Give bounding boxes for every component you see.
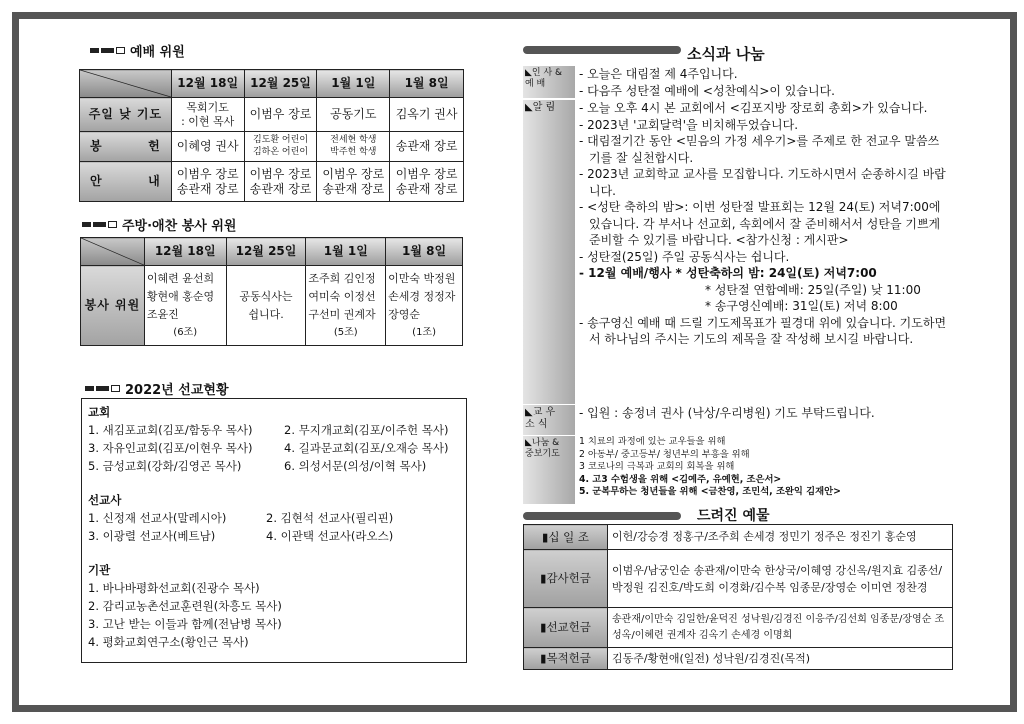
- prayer-item: 5. 군복무하는 청년들을 위해 <금찬영, 조민석, 조완익 김재안>: [579, 486, 841, 497]
- news-section-label: ◣교 우 소 식: [523, 405, 575, 435]
- mission-group-heading: 교회: [88, 405, 111, 419]
- prayer-item: 1 치료의 과정에 있는 교우들을 위해: [579, 436, 726, 447]
- kitchen-cell: 이혜련 윤선희 황현애 홍순영 조윤진 (6조): [144, 266, 226, 346]
- row-label-service: 봉사 위원: [81, 266, 145, 346]
- worship-table: [79, 69, 464, 202]
- worship-cell: 이범우 장로 송관재 장로: [171, 162, 244, 202]
- worship-date-col: 1월 1일: [317, 70, 390, 98]
- table-corner: [80, 70, 172, 98]
- kitchen-date-col: 12월 18일: [144, 238, 226, 266]
- worship-cell: 이혜영 권사: [171, 132, 244, 162]
- list-item: 2. 감리교농촌선교훈련원(차흥도 목사): [88, 599, 282, 613]
- worship-cell: 이범우 장로 송관재 장로: [390, 162, 464, 202]
- title-bullet-icon: [90, 47, 125, 54]
- offering-title-bar: [523, 512, 681, 520]
- news-section-label: ◣알 림: [523, 100, 575, 404]
- kitchen-cell: 이만숙 박정원 손세경 정정자 장영순 (1조): [386, 266, 463, 346]
- news-section: [523, 436, 947, 505]
- row-label-usher: 안 내: [80, 162, 172, 202]
- news-item: - 12월 예배/행사 * 성탄축하의 밤: 24일(토) 저녁7:00: [579, 266, 877, 280]
- news-section: [523, 405, 947, 436]
- list-item: 3. 이광렬 선교사(베트남) 4. 이관택 선교사(라오스): [88, 529, 394, 543]
- news-item: * 송구영신예배: 31일(토) 저녁 8:00: [705, 299, 898, 313]
- list-item: 3. 자유인교회(김포/이현우 목사) 4. 길과문교회(김포/오재승 목사): [88, 441, 449, 455]
- mission-section-title: [85, 379, 229, 398]
- kitchen-table: [80, 237, 463, 346]
- worship-cell: 송관재 장로: [390, 132, 464, 162]
- news-list: [523, 66, 947, 505]
- kitchen-cell: 공동식사는 쉽니다.: [226, 266, 306, 346]
- kitchen-cell: 조주희 김인정 여미숙 이정선 구선미 권계자 (5조): [306, 266, 386, 346]
- news-section-label: ◣나눔 & 중보기도: [523, 436, 575, 504]
- title-bullet-icon: [82, 221, 117, 228]
- mission-title-text: 2022년 선교현황: [125, 383, 229, 398]
- news-item: * 성탄절 연합예배: 25일(주일) 낮 11:00: [705, 282, 921, 297]
- offering-names: 이헌/강승경 정홍구/조주희 손세경 정민기 정주은 정진기 홍순영: [608, 525, 953, 550]
- news-section-label: ◣인 사 & 예 배: [523, 66, 575, 98]
- list-item: 5. 금성교회(강화/김영곤 목사) 6. 의성서문(의성/이혁 목사): [88, 459, 427, 473]
- worship-cell: 김도환 어린이 김하온 어린이: [244, 132, 317, 162]
- kitchen-title-text: 주방·애찬 봉사 위원: [122, 219, 237, 234]
- mission-box: [81, 398, 467, 663]
- list-item: 4. 평화교회연구소(황인근 목사): [88, 635, 249, 649]
- news-title: 소식과 나눔: [687, 45, 765, 63]
- news-item: - 오늘 오후 4시 본 교회에서 <김포지방 장로회 총회>가 있습니다.: [579, 101, 928, 115]
- news-section: [523, 100, 947, 405]
- news-item: - <성탄 축하의 밤>: 이번 성탄절 발표회는 12월 24(토) 저녁7:00에 있습니다. 각 부서나 선교회, 속회에서 잘 준비해서서 성탄을 기쁘게 준비할 수 있기를 바랍니다. <참가신청 : 게시판>: [579, 200, 941, 247]
- worship-section-title: [90, 41, 185, 60]
- mission-group-heading: 선교사: [88, 493, 122, 507]
- list-item: 1. 바나바평화선교회(진광수 목사): [88, 581, 260, 595]
- offering-label: ▮선교헌금: [524, 608, 608, 648]
- kitchen-date-col: 12월 25일: [226, 238, 306, 266]
- worship-cell: 김옥기 권사: [390, 98, 464, 132]
- row-label-offering: 봉 헌: [80, 132, 172, 162]
- worship-cell: 이범우 장로 송관재 장로: [317, 162, 390, 202]
- news-item: - 2023년 '교회달력'을 비치해두었습니다.: [579, 117, 799, 132]
- offering-names: 송관재/이만숙 김일한/윤덕진 성낙원/김경진 이응주/김선희 임종문/장영순 조성옥/이혜련 권계자 김옥기 손세경 이명희: [608, 608, 953, 648]
- list-item: 1. 새김포교회(김포/함동우 목사) 2. 무지개교회(김포/이주헌 목사): [88, 423, 449, 437]
- worship-cell: 전세현 학생 박주헌 학생: [317, 132, 390, 162]
- news-item: - 2023년 교회학교 교사를 모집합니다. 기도하시면서 순종하시길 바랍니다.: [579, 167, 946, 198]
- prayer-item: 2 아동부/ 중고등부/ 청년부의 부흥을 위해: [579, 448, 750, 460]
- prayer-item: 4. 고3 수험생을 위해 <김예주, 유예현, 조은서>: [579, 473, 782, 485]
- worship-date-col: 1월 8일: [390, 70, 464, 98]
- title-bullet-icon: [85, 385, 120, 392]
- news-item: - 입원 : 송정녀 권사 (낙상/우리병원) 기도 부탁드립니다.: [579, 406, 875, 420]
- news-item: - 다음주 성탄절 예배에 <성찬예식>이 있습니다.: [579, 83, 835, 98]
- worship-cell: 이범우 장로: [244, 98, 317, 132]
- offering-names: 김동주/황현애(일전) 성낙원/김경진(목적): [608, 648, 953, 670]
- worship-date-col: 12월 25일: [244, 70, 317, 98]
- row-label-prayer: 주일 낮 기도: [80, 98, 172, 132]
- table-corner: [81, 238, 145, 266]
- list-item: 3. 고난 받는 이들과 함께(전남병 목사): [88, 617, 282, 631]
- worship-cell: 공동기도: [317, 98, 390, 132]
- kitchen-date-col: 1월 1일: [306, 238, 386, 266]
- news-item: - 오늘은 대림절 제 4주입니다.: [579, 67, 738, 81]
- news-section: [523, 66, 947, 100]
- worship-cell: 목회기도 : 이현 목사: [171, 98, 244, 132]
- offering-label: ▮감사헌금: [524, 550, 608, 608]
- worship-cell: 이범우 장로 송관재 장로: [244, 162, 317, 202]
- mission-group-heading: 기관: [88, 563, 111, 577]
- offering-title: 드려진 예물: [697, 508, 770, 524]
- offering-label: ▮목적헌금: [524, 648, 608, 670]
- list-item: 1. 신정재 선교사(말레시아) 2. 김현석 선교사(필리핀): [88, 511, 394, 525]
- news-item: - 대림절기간 동안 <믿음의 가정 세우기>를 주제로 한 전교우 말씀쓰기를 잘 실천합시다.: [579, 134, 940, 165]
- offering-names: 이범우/남궁인순 송관재/이만숙 한상국/이혜영 강신옥/원지효 김종선/박정원 김진호/박도희 이경화/김수복 임종문/장영순 이미연 정찬경: [608, 550, 953, 608]
- worship-date-col: 12월 18일: [171, 70, 244, 98]
- worship-title-text: 예배 위원: [130, 45, 185, 60]
- news-title-bar: [523, 46, 681, 54]
- kitchen-section-title: [82, 215, 236, 234]
- offering-table: [523, 524, 953, 670]
- prayer-item: 3 코로나의 극복과 교회의 회복을 위해: [579, 461, 735, 472]
- offering-label: ▮십 일 조: [524, 525, 608, 550]
- news-item: - 송구영신 예배 때 드릴 기도제목표가 필경대 위에 있습니다. 기도하면서 하나님의 주시는 기도의 제목을 잘 작성해 보시길 바랍니다.: [579, 315, 947, 346]
- kitchen-date-col: 1월 8일: [386, 238, 463, 266]
- news-item: - 성탄절(25일) 주일 공동식사는 쉽니다.: [579, 249, 790, 264]
